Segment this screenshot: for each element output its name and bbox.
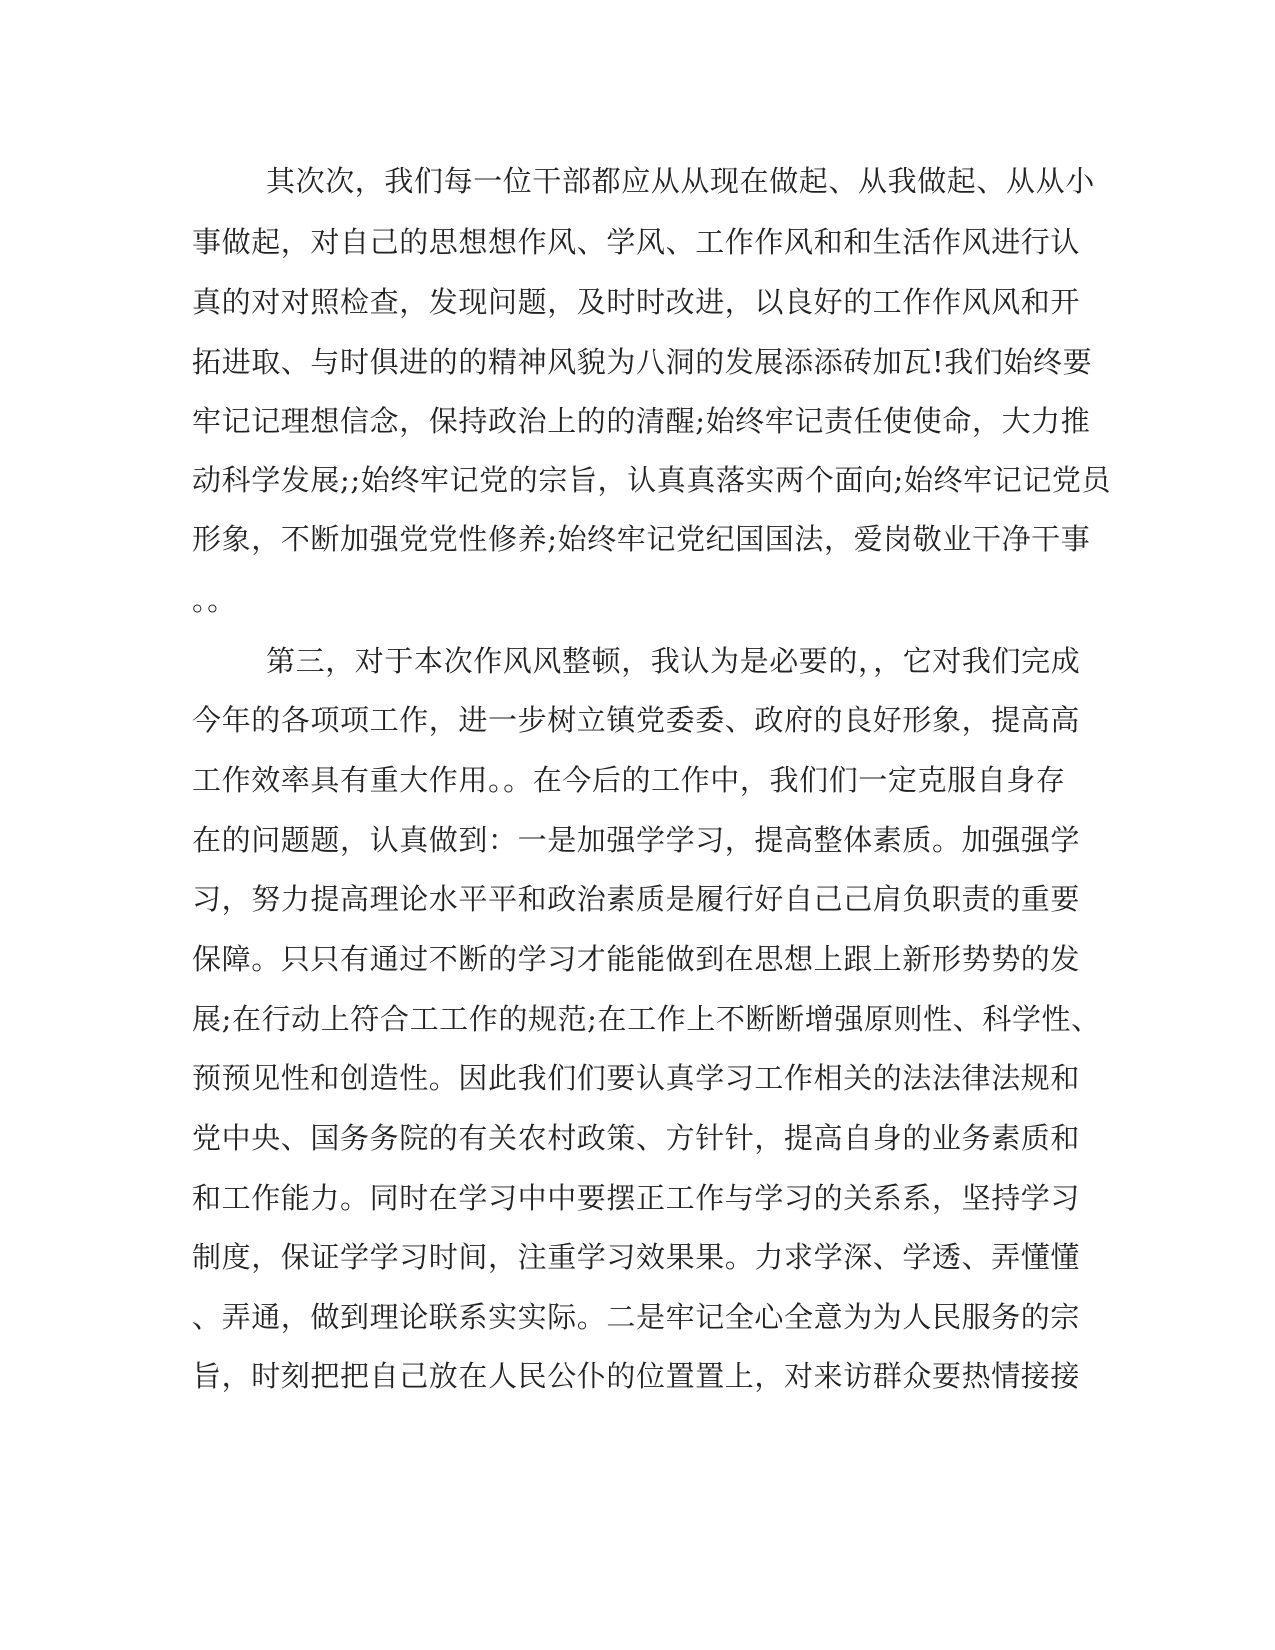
paragraph-line: 、弄通，做到理论联系实实际。二是牢记全心全意为为人民服务的宗 [192, 1300, 1081, 1334]
paragraph-line: 党中央、国务务院的有关农村政策、方针针，提高自身的业务素质和 [192, 1121, 1081, 1155]
paragraph-line: 习，努力提高理论水平平和政治素质是履行好自己己肩负职责的重要 [192, 882, 1081, 916]
paragraph-line: 展;在行动上符合工工作的规范;在工作上不断断增强原则性、科学性、 [192, 1002, 1101, 1036]
paragraph-line: 和工作能力。同时在学习中中要摆正工作与学习的关系系，坚持学习 [192, 1181, 1081, 1215]
paragraph-line: 制度，保证学学习时间，注重学习效果果。力求学深、学透、弄懂懂 [192, 1240, 1081, 1274]
paragraph-line: 形象，不断加强党党性修养;始终牢记党纪国国法，爱岗敬业干净干事 [192, 522, 1091, 556]
paragraph-line: 拓进取、与时俱进的的精神风貌为八洞的发展添添砖加瓦!我们始终要 [192, 345, 1093, 379]
paragraph-line: 动科学发展;;始终牢记党的宗旨，认真真落实两个面向;始终牢记记党员 [192, 463, 1112, 497]
paragraph-line: 第三，对于本次作风风整顿，我认为是必要的，，它对我们完成 [266, 644, 1081, 678]
paragraph-line: 真的对对照检查，发现问题，及时时改进，以良好的工作作风风和开 [192, 285, 1081, 319]
paragraph-line: 保障。只只有通过不断的学习才能能做到在思想上跟上新形势势的发 [192, 942, 1081, 976]
paragraph-line: 旨，时刻把把自己放在人民公仆的位置置上，对来访群众要热情接接 [192, 1359, 1081, 1393]
paragraph-line: 。。 [192, 583, 237, 617]
paragraph-line: 工作效率具有重大作用。。在今后的工作中，我们们一定克服自身存 [192, 763, 1066, 797]
paragraph-line: 预预见性和创造性。因此我们们要认真学习工作相关的法法律法规和 [192, 1061, 1081, 1095]
paragraph-line: 在的问题题，认真做到：一是加强学学习，提高整体素质。加强强学 [192, 823, 1081, 857]
paragraph-line: 今年的各项项工作，进一步树立镇党委委、政府的良好形象，提高高 [192, 703, 1081, 737]
paragraph-line: 其次次，我们每一位干部都应从从现在做起、从我做起、从从小 [266, 164, 1095, 198]
paragraph-line: 牢记记理想信念，保持政治上的的清醒;始终牢记责任使使命，大力推 [192, 404, 1091, 438]
paragraph-line: 事做起，对自己的思想想作风、学风、工作作风和和生活作风进行认 [192, 225, 1081, 259]
